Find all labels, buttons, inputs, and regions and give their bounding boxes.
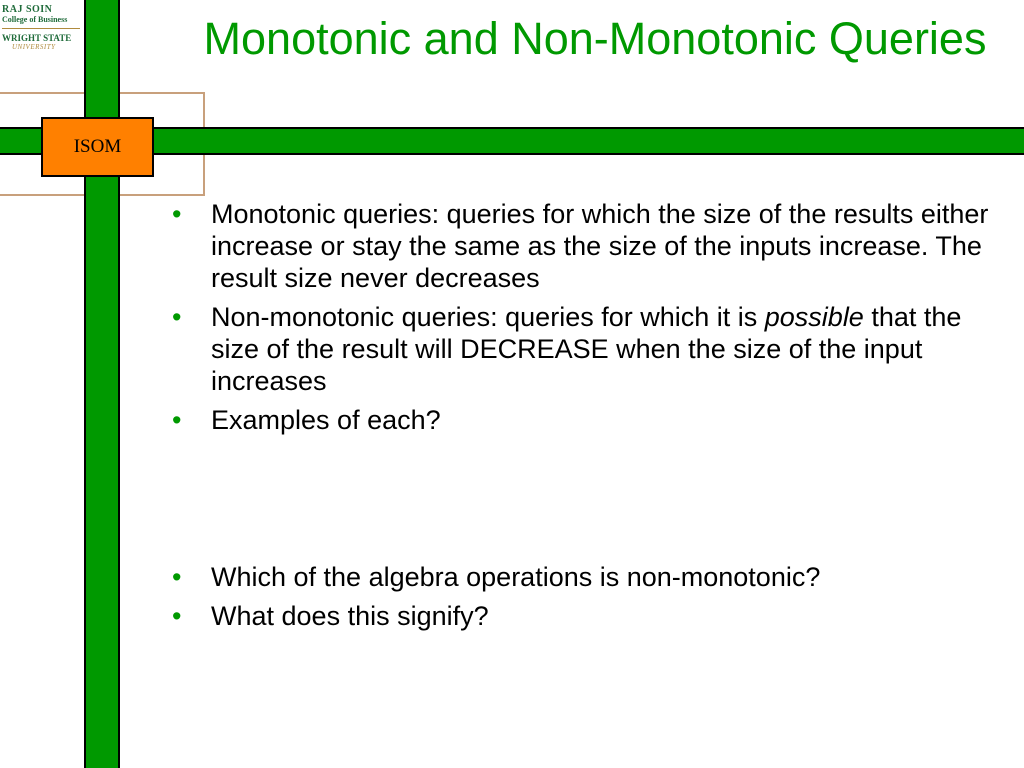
logo-line-4: UNIVERSITY: [12, 43, 56, 51]
bullet-text: Examples of each?: [211, 405, 441, 435]
bullet-list: [170, 198, 1000, 639]
isom-badge-label: ISOM: [73, 136, 122, 157]
bullet-item: [170, 404, 1000, 436]
bullet-text-pre: Non-monotonic queries: queries for which it is: [211, 302, 758, 332]
bullet-dot-icon: •: [172, 405, 182, 435]
logo-line-3: WRIGHT STATE: [2, 33, 72, 43]
bullet-text: Monotonic queries: queries for which the size of the results either increase or stay the same as the size of the inputs increase. The result size never decreases: [211, 199, 989, 293]
logo-divider: [2, 28, 80, 29]
logo-line-1: RAJ SOIN: [2, 4, 53, 15]
bullet-text: What does this signify?: [211, 601, 489, 631]
bullet-item: [170, 198, 1000, 294]
bullet-dot-icon: •: [172, 601, 182, 631]
bullet-dot-icon: •: [172, 199, 182, 229]
bullet-text-emphasis: possible: [764, 302, 864, 332]
bullet-text-post: that the size of the result will DECREASE when the size of the input increases: [211, 302, 962, 396]
isom-badge: [41, 117, 154, 177]
vertical-green-bar: [84, 0, 120, 768]
bullet-text: Which of the algebra operations is non-monotonic?: [211, 562, 821, 592]
college-logo: [2, 4, 84, 76]
bullet-item: [170, 561, 1000, 593]
bullet-dot-icon: •: [172, 562, 182, 592]
bullet-item: [170, 600, 1000, 632]
bullet-dot-icon: •: [172, 302, 182, 332]
logo-line-2: College of Business: [2, 15, 68, 24]
slide-title: Monotonic and Non-Monotonic Queries: [203, 13, 987, 64]
bullet-item: [170, 301, 1000, 397]
